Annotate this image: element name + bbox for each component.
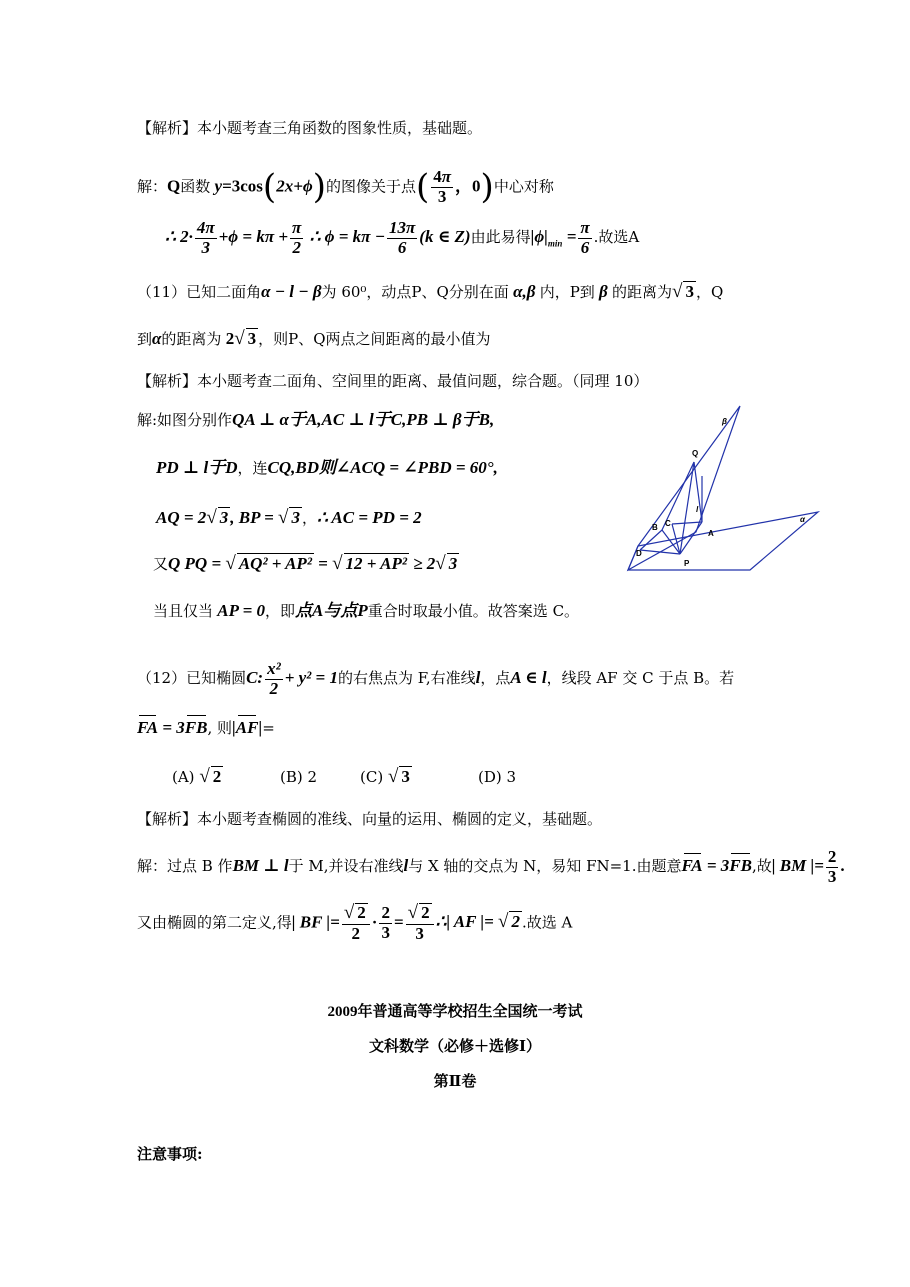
solution-11-line2: PD ⊥ l于D，连CQ,BD则∠ACQ = ∠PBD = 60°, xyxy=(156,458,498,477)
q11-pd-mid: ，连 xyxy=(237,459,268,477)
q11-text-f: 到 xyxy=(137,330,153,348)
solution-10-line1: 解：Q函数 y=3cos(2x+ϕ)的图像关于点( $\frac{4\pi}{3}$ ，0)中心对称 xyxy=(137,167,554,207)
solution-11-line5: 当且仅当 AP = 0，即点A与点P重合时取最小值。故答案选 C。 xyxy=(153,601,580,620)
analysis-11: 【解析】本小题考查二面角、空间里的距离、最值问题，综合题。（同理 10） xyxy=(137,372,649,390)
q11-sol-prefix: 解:如图分别作 xyxy=(137,411,233,429)
q11-text-d: 的距离为 xyxy=(612,283,673,301)
question-12-line2: FA = 3FB, 则|AF|= xyxy=(137,718,275,737)
exam-subtitle: 文科数学（必修＋选修Ⅰ） xyxy=(368,1039,542,1055)
sol-mid: 函数 xyxy=(180,177,211,196)
analysis-12: 【解析】本小题考查椭圆的准线、向量的运用、椭圆的定义，基础题。 xyxy=(137,810,603,828)
solution-10-line2: ∴ 2· $\frac{4\pi}{3}$ +ϕ = kπ + $\frac{\pi}{2}$ ∴ ϕ = kπ − $\frac{13\pi}{6}$ (k ∈ Z)由此易得$|\phi|_{min}$ = $\frac{\pi}{6}$ .故选A xyxy=(165,218,640,257)
q11-pq-prefix: 又 xyxy=(153,555,169,573)
solution-11-line3: AQ = 2√ 3 , BP = √ 3 ，∴ AC = PD = 2 xyxy=(156,507,422,528)
solution-12-line1: 解：过点 B 作BM ⊥ l于 M,并设右准线l与 X 轴的交点为 N，易知 FN=1.由题意FA = 3FB,故| BM |= $\frac{2}{3}$ . xyxy=(137,847,845,886)
fig-label-c: C xyxy=(665,519,671,528)
q12-text-a: （12）已知椭圆 xyxy=(137,669,247,688)
q12-text-b: 的右焦点为 F,右准线 xyxy=(337,669,476,688)
fig-label-beta: β xyxy=(722,417,727,426)
q11-aq-mid: ， xyxy=(301,509,317,527)
notice-heading: 注意事项: xyxy=(137,1145,203,1163)
dihedral-angle-figure xyxy=(618,398,828,578)
q12-sol-a: 解：过点 B 作 xyxy=(137,857,233,876)
q11-text-g: 的距离为 xyxy=(161,330,222,348)
q12-sol-d: ,故 xyxy=(752,857,772,876)
fig-label-l: l xyxy=(696,505,699,514)
q12-sol-c: 与 X 轴的交点为 N，易知 FN=1.由题意 xyxy=(408,857,682,876)
exam-volume: 第Ⅱ卷 xyxy=(433,1074,477,1090)
q12-sol-end: .故选 A xyxy=(521,913,573,932)
option-b: (B) 2 xyxy=(280,768,318,786)
option-c: (C) √ 3 xyxy=(360,766,410,787)
sol-mid-2: 由此易得 xyxy=(470,228,531,247)
q12-text-d: ，线段 AF 交 C 于点 B。若 xyxy=(546,669,735,688)
q11-text-a: （11）已知二面角 xyxy=(137,283,262,301)
q11-text-b: 为 60⁰，动点P、Q分别在面 xyxy=(321,283,509,301)
q12-text-c: ，点 xyxy=(480,669,511,688)
q12-text-f: = xyxy=(262,719,275,737)
q12-text-e: , 则 xyxy=(207,719,233,737)
fig-label-q: Q xyxy=(692,449,699,458)
q11-text-e: ，Q xyxy=(695,283,724,301)
q11-last-a: 当且仅当 xyxy=(153,602,214,620)
question-11-line1: （11）已知二面角α − l − β为 60⁰，动点P、Q分别在面 α,β 内，P到 β 的距离为√ 3 ，Q xyxy=(137,281,724,302)
question-12-options xyxy=(172,766,516,789)
exam-title: 2009年普通高等学校招生全国统一考试 xyxy=(327,1004,583,1020)
q12-sol-e: 又由椭圆的第二定义,得 xyxy=(137,913,292,932)
solution-11-line4: 又Q PQ = √ AQ² + AP² = √ 12 + AP² ≥ 2√ 3 xyxy=(153,553,458,574)
solution-11-line1: 解:如图分别作QA ⊥ α于A,AC ⊥ l于C,PB ⊥ β于B, xyxy=(137,410,495,429)
fig-label-alpha: α xyxy=(800,515,805,524)
option-d: (D) 3 xyxy=(478,768,517,786)
q11-text-h: ，则P、Q两点之间距离的最小值为 xyxy=(258,330,491,348)
q11-last-c: 重合时取最小值。故答案选 C。 xyxy=(367,602,580,620)
question-12-line1: （12）已知椭圆C: $\frac{\text{x²}}{2}$ + y² = 1的右焦点为 F,右准线l，点A ∈ l，线段 AF 交 C 于点 B。若 xyxy=(137,659,735,698)
q11-text-c: 内，P到 xyxy=(539,283,595,301)
q12-sol-b: 于 M,并设右准线 xyxy=(288,857,404,876)
solution-12-line2: 又由椭圆的第二定义,得| BF |= $\frac{√ 2}{2}$ · $\frac{2}{3}$ = $\frac{√ 2}{3}$ ∴| AF |= √ 2 .故选 A xyxy=(137,902,573,943)
fig-label-p: P xyxy=(684,559,690,568)
sol-end: 中心对称 xyxy=(493,177,554,196)
question-11-line2: 到α的距离为 2√ 3 ，则P、Q两点之间距离的最小值为 xyxy=(137,328,491,349)
fig-label-d: D xyxy=(636,549,642,558)
analysis-10: 【解析】本小题考查三角函数的图象性质，基础题。 xyxy=(137,119,483,137)
sol-end-2: .故选A xyxy=(593,228,640,247)
fig-label-b: B xyxy=(652,523,658,532)
sol-suffix: 的图像关于点 xyxy=(325,177,416,196)
q11-last-b: ，即 xyxy=(265,602,296,620)
sol-prefix: 解： xyxy=(137,177,168,196)
fig-label-a: A xyxy=(708,529,714,538)
option-a: (A) √ 2 xyxy=(172,766,222,787)
